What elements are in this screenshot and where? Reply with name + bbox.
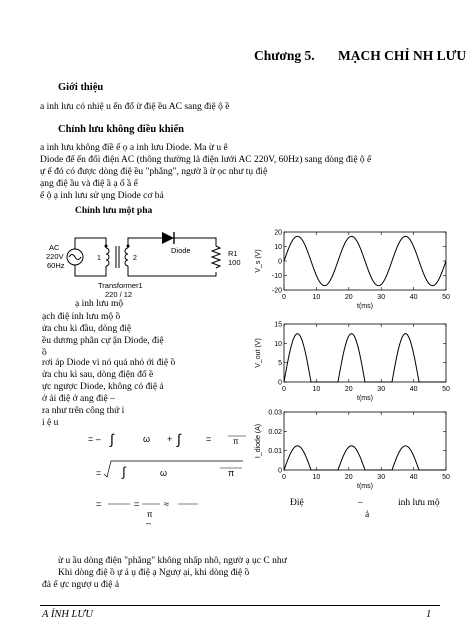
figure-caption-c: inh lưu mộ (398, 498, 440, 508)
body-line: ạch điệ ính lưu mộ ồ (42, 312, 121, 322)
integral-glyph: ∫ (177, 431, 181, 447)
body-line: ửa chu kì sau, dòng điện đổ ề (42, 370, 154, 380)
y-tick-label: 5 (278, 360, 282, 368)
integral-glyph: ∫ (122, 464, 126, 479)
x-tick-label: 20 (344, 386, 353, 393)
x-tick-label: 40 (409, 386, 418, 393)
transformer-ratio: 220 / 12 (105, 290, 133, 299)
rectifier-circuit-diagram (42, 218, 252, 300)
y-tick-label: 0 (278, 379, 282, 387)
intro-text: a inh lưu có nhiệ u ến đổ ừ điệ ều AC sang điệ ộ ề (40, 102, 230, 112)
body-line: ạ inh lưu mộ (75, 299, 124, 309)
formula-glyph: = (96, 499, 102, 509)
body-line: rơi áp Diode vì nó quá nhỏ ới điệ ồ (42, 358, 176, 368)
waveform-line (284, 446, 446, 470)
formula-glyph: ω (160, 468, 168, 478)
body-line: ực ngược Diode, không có điệ ả (42, 382, 164, 392)
figure-caption-b: – (358, 498, 363, 508)
figure-caption-d: ả (365, 510, 370, 520)
body-line: i ệ u (42, 418, 59, 428)
y-tick-label: -20 (271, 287, 282, 295)
footer-title: A ỈNH LƯU (42, 609, 93, 620)
y-tick-label: 20 (274, 229, 282, 237)
page-number: 1 (426, 609, 432, 620)
body-line: ều dương phân cự ận Diode, điệ (42, 336, 164, 346)
formula-glyph: π (228, 468, 235, 478)
source-label-ac: AC (49, 243, 60, 252)
formula-glyph: + (167, 434, 173, 444)
intro-heading: Giới thiệu (58, 82, 104, 93)
x-tick-label: 30 (377, 386, 386, 393)
x-tick-label: 0 (282, 386, 286, 393)
x-tick-label: 50 (442, 474, 450, 481)
waveform-line (284, 236, 446, 285)
x-axis-label: t(ms) (357, 483, 373, 490)
y-tick-label: 0.02 (268, 428, 282, 436)
x-tick-label: 40 (409, 294, 418, 301)
waveform-line (284, 334, 446, 382)
single-phase-heading: Chỉnh lưu một pha (75, 206, 153, 216)
y-axis-label: I_diode (A) (255, 423, 262, 459)
svg-text:≈: ≈ (164, 499, 169, 509)
x-axis-label: t(ms) (357, 303, 373, 310)
chapter-number: Chương 5. (254, 48, 315, 63)
formula-glyph: – (146, 518, 152, 528)
paragraph-line: ể ộ ạ inh lưu sử ụng Diode cơ bả (40, 191, 164, 201)
chapter-title: MẠCH CHỈ NH LƯU (338, 48, 467, 63)
integral-glyph: ∫ (110, 431, 114, 447)
bottom-line: đả ể ực ngượ u điệ ả (42, 580, 120, 590)
x-tick-label: 40 (409, 474, 418, 481)
body-line: ồ (42, 348, 47, 358)
primary-coil (106, 248, 109, 266)
x-tick-label: 20 (344, 474, 353, 481)
y-tick-label: 0 (278, 258, 282, 266)
footer-rule (40, 605, 440, 606)
formula-glyph: π (147, 510, 153, 519)
x-tick-label: 30 (377, 294, 386, 301)
y-tick-label: 0 (278, 467, 282, 475)
resistor-value: 100 (228, 258, 241, 267)
formula-glyph: π (233, 437, 239, 446)
formula-block (50, 420, 250, 530)
diode-label: Diode (171, 246, 191, 255)
paragraph-line: ự ể đó có được dòng điệ ều "phẳng", ngườ ầ ừ ọc như tụ điệ (40, 167, 268, 177)
resistor-symbol (212, 246, 220, 268)
y-tick-label: 15 (274, 321, 282, 329)
primary-label: 1 (97, 255, 101, 262)
resistor-label: R1 (228, 249, 238, 258)
formula-glyph: = – (88, 434, 101, 444)
formula-glyph: = (96, 468, 102, 478)
y-tick-label: 10 (274, 340, 282, 348)
body-line: ở ải điệ ở ang điệ – (42, 394, 115, 404)
x-tick-label: 50 (442, 294, 450, 301)
formula-glyph: = (206, 434, 212, 444)
source-label-voltage: 220V (46, 252, 64, 261)
formula-glyph: ω (143, 434, 151, 444)
formula-glyph: = (134, 499, 140, 509)
source-label-frequency: 60Hz (47, 261, 65, 270)
y-tick-label: 10 (274, 244, 282, 251)
y-tick-label: -10 (271, 273, 282, 280)
x-tick-label: 10 (312, 386, 321, 393)
x-tick-label: 50 (442, 386, 450, 393)
y-axis-label: V_s (V) (255, 249, 262, 273)
body-line: ra như trên công thứ i (42, 406, 125, 416)
paragraph-line: ạng điệ ầu và điệ ầ ạ ố ầ ể (40, 179, 138, 189)
paragraph-line: a inh lưu không điề ể ọ a inh lưu Diode. Ma ừ u ê (40, 143, 228, 153)
transformer-label: Transformer1 (98, 281, 143, 290)
y-axis-label: V_out (V) (255, 338, 262, 368)
bottom-line: ừ u ầu dòng điện "phẳng" không nhấp nhô, ngườ ạ ục C như (58, 556, 287, 566)
x-tick-label: 30 (377, 474, 386, 481)
x-tick-label: 10 (312, 474, 321, 481)
y-tick-label: 0.01 (268, 448, 282, 456)
secondary-coil (125, 248, 128, 266)
x-tick-label: 10 (312, 294, 321, 301)
figure-caption-a: Điệ (290, 498, 304, 508)
diode-symbol (162, 232, 180, 244)
secondary-label: 2 (133, 255, 137, 262)
body-line: ửa chu kì đầu, dòng điệ (42, 324, 132, 334)
y-tick-label: 0.03 (268, 409, 282, 417)
x-axis-label: t(ms) (357, 395, 373, 402)
x-tick-label: 0 (282, 474, 286, 481)
plot-frame (284, 324, 446, 382)
x-tick-label: 0 (282, 294, 286, 301)
paragraph-line: Diode để ến đổi điện AC (thông thường là điện lưới AC 220V, 60Hz) sang dòng điệ ộ ể (40, 155, 372, 165)
uncontrolled-heading: Chỉnh lưu không điều khiển (58, 124, 184, 135)
bottom-line: Khi dòng điệ ồ ự ả ụ điệ ạ Ngượ ại, khi dòng điệ ồ (58, 568, 250, 578)
x-tick-label: 20 (344, 294, 353, 301)
waveform-charts (248, 226, 460, 496)
